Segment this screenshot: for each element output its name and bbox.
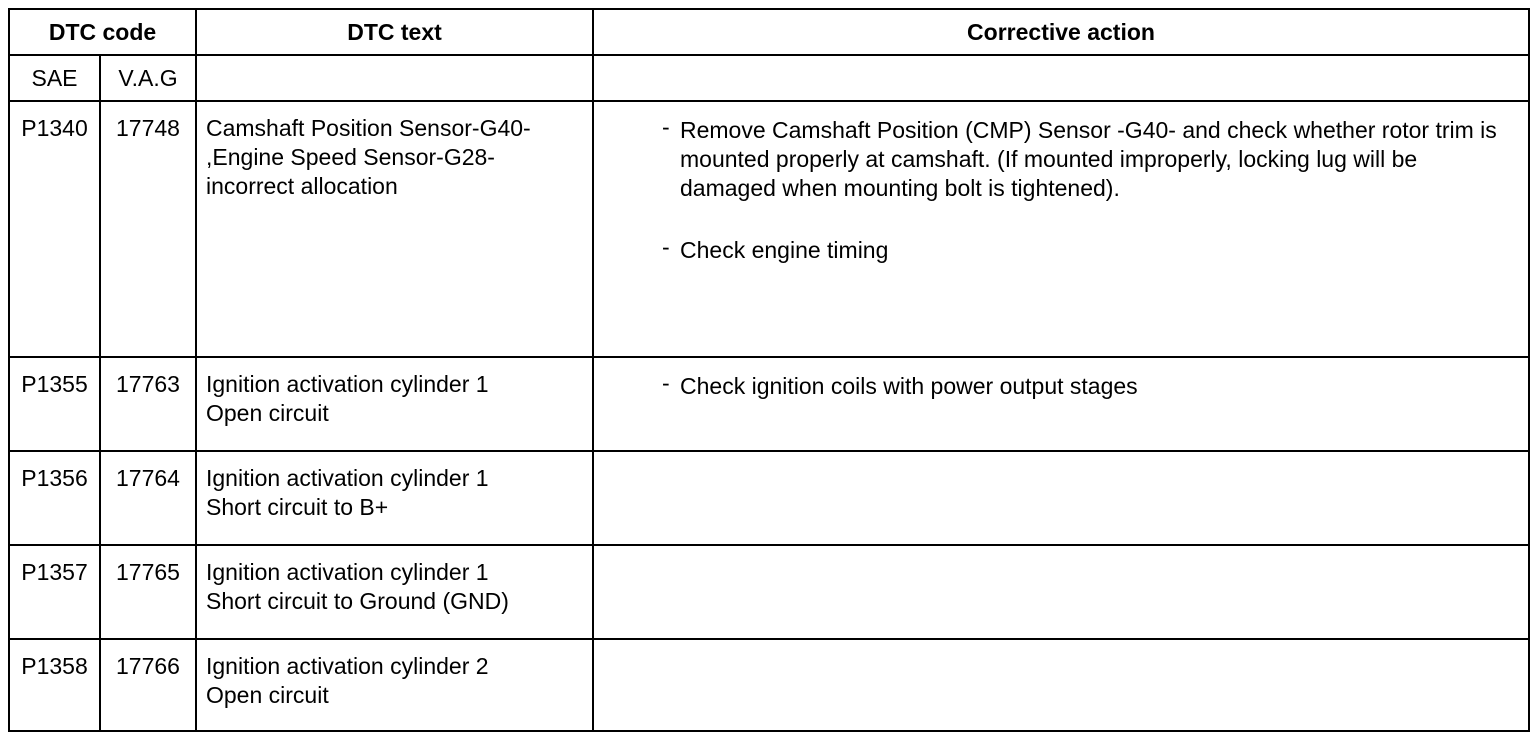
dtc-text-line: Ignition activation cylinder 1 xyxy=(206,465,489,491)
dtc-table xyxy=(8,8,1530,732)
dtc-text-line: Camshaft Position Sensor-G40- xyxy=(206,115,531,141)
cell-corrective-action xyxy=(593,639,1529,731)
dash-bullet-icon: - xyxy=(662,114,670,140)
cell-vag-code: 17765 xyxy=(100,545,196,639)
table-body xyxy=(9,55,1529,731)
action-text: Remove Camshaft Position (CMP) Sensor -G40- and check whether rotor trim is mounted properly at camshaft. (If mounted improperly, locking lug will be damaged when mounting bolt is tightened). xyxy=(680,117,1497,201)
cell-sae-code: P1358 xyxy=(9,639,100,731)
cell-corrective-action xyxy=(593,451,1529,545)
dtc-text-line: Ignition activation cylinder 1 xyxy=(206,559,489,585)
cell-dtc-text xyxy=(196,639,593,731)
cell-corrective-action xyxy=(593,545,1529,639)
dtc-text-line: Ignition activation cylinder 2 xyxy=(206,653,489,679)
cell-sae-code: P1357 xyxy=(9,545,100,639)
cell-sae-code: P1340 xyxy=(9,101,100,357)
subheader-empty-text xyxy=(196,55,593,101)
header-corrective-action: Corrective action xyxy=(593,9,1529,55)
table-row xyxy=(9,639,1529,731)
dtc-text-line: Short circuit to B+ xyxy=(206,494,389,520)
header-dtc-code: DTC code xyxy=(9,9,196,55)
cell-corrective-action xyxy=(593,357,1529,451)
subheader-vag: V.A.G xyxy=(100,55,196,101)
cell-vag-code: 17748 xyxy=(100,101,196,357)
dtc-text-line: ,Engine Speed Sensor-G28- xyxy=(206,144,495,170)
dtc-text-line: Open circuit xyxy=(206,682,329,708)
table-row xyxy=(9,451,1529,545)
table-header-row xyxy=(9,9,1529,55)
action-item xyxy=(662,116,1498,203)
cell-dtc-text xyxy=(196,545,593,639)
cell-sae-code: P1356 xyxy=(9,451,100,545)
table-row xyxy=(9,101,1529,357)
cell-vag-code: 17763 xyxy=(100,357,196,451)
dtc-text-line: incorrect allocation xyxy=(206,173,398,199)
dash-bullet-icon: - xyxy=(662,234,670,260)
action-text: Check engine timing xyxy=(680,237,889,263)
dtc-text-line: Ignition activation cylinder 1 xyxy=(206,371,489,397)
cell-sae-code: P1355 xyxy=(9,357,100,451)
table-subheader-row xyxy=(9,55,1529,101)
subheader-sae: SAE xyxy=(9,55,100,101)
dash-bullet-icon: - xyxy=(662,370,670,396)
header-dtc-text: DTC text xyxy=(196,9,593,55)
dtc-text-line: Short circuit to Ground (GND) xyxy=(206,588,509,614)
dtc-text-line: Open circuit xyxy=(206,400,329,426)
cell-dtc-text xyxy=(196,101,593,357)
cell-vag-code: 17764 xyxy=(100,451,196,545)
subheader-empty-action xyxy=(593,55,1529,101)
cell-corrective-action xyxy=(593,101,1529,357)
cell-vag-code: 17766 xyxy=(100,639,196,731)
action-text: Check ignition coils with power output stages xyxy=(680,373,1138,399)
cell-dtc-text xyxy=(196,451,593,545)
action-item xyxy=(662,236,1498,265)
table-row xyxy=(9,357,1529,451)
table-row xyxy=(9,545,1529,639)
cell-dtc-text xyxy=(196,357,593,451)
action-item xyxy=(662,372,1498,401)
